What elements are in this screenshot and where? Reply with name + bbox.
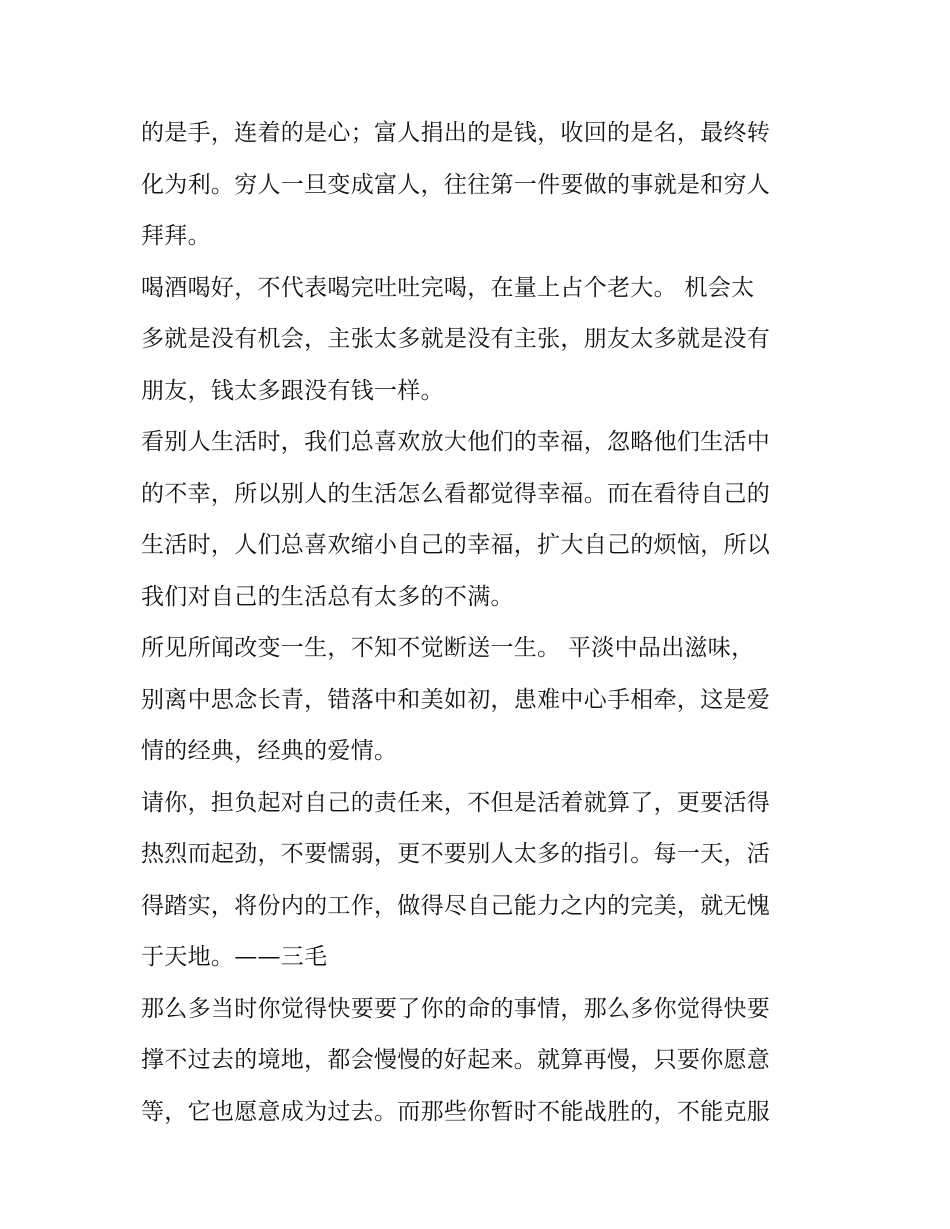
text-line: 看别人生活时，我们总喜欢放大他们的幸福，忽略他们生活中 [141,429,771,455]
text-line: 撑不过去的境地，都会慢慢的好起来。就算再慢，只要你愿意 [141,1047,771,1073]
text-line: 等，它也愿意成为过去。而那些你暂时不能战胜的，不能克服 [141,1098,771,1125]
text-line: 喝酒喝好，不代表喝完吐吐完喝，在量上占个老大。 机会太 [141,274,755,301]
text-line: 别离中思念长青，错落中和美如初，患难中心手相牵，这是爱 [141,686,771,713]
text-line: 化为利。穷人一旦变成富人，往往第一件要做的事就是和穷人 [141,171,771,198]
body-text [141,108,821,1138]
text-line: 情的经典，经典的爱情。 [141,738,398,764]
text-line: 得踏实，将份内的工作，做得尽自己能力之内的完美，就无愧 [141,892,771,919]
text-line: 的不幸，所以别人的生活怎么看都觉得幸福。而在看待自己的 [141,480,771,507]
text-line: 拜拜。 [141,223,211,249]
text-line: 我们对自己的生活总有太多的不满。 [141,583,514,610]
text-line: 生活时，人们总喜欢缩小自己的幸福，扩大自己的烦恼，所以 [141,532,771,558]
text-line: 那么多当时你觉得快要要了你的命的事情，那么多你觉得快要 [141,995,771,1022]
text-line: 请你，担负起对自己的责任来，不但是活着就算了，更要活得 [141,789,771,816]
text-line: 朋友，钱太多跟没有钱一样。 [141,377,444,404]
text-line: 所见所闻改变一生，不知不觉断送一生。 平淡中品出滋味， [141,635,755,661]
text-line: 多就是没有机会，主张太多就是没有主张，朋友太多就是没有 [141,326,771,352]
text-line: 于天地。——三毛 [141,944,328,970]
text-line: 的是手，连着的是心；富人捐出的是钱，收回的是名，最终转 [141,120,771,146]
text-line: 热烈而起劲，不要懦弱，更不要别人太多的指引。每一天，活 [141,841,771,867]
